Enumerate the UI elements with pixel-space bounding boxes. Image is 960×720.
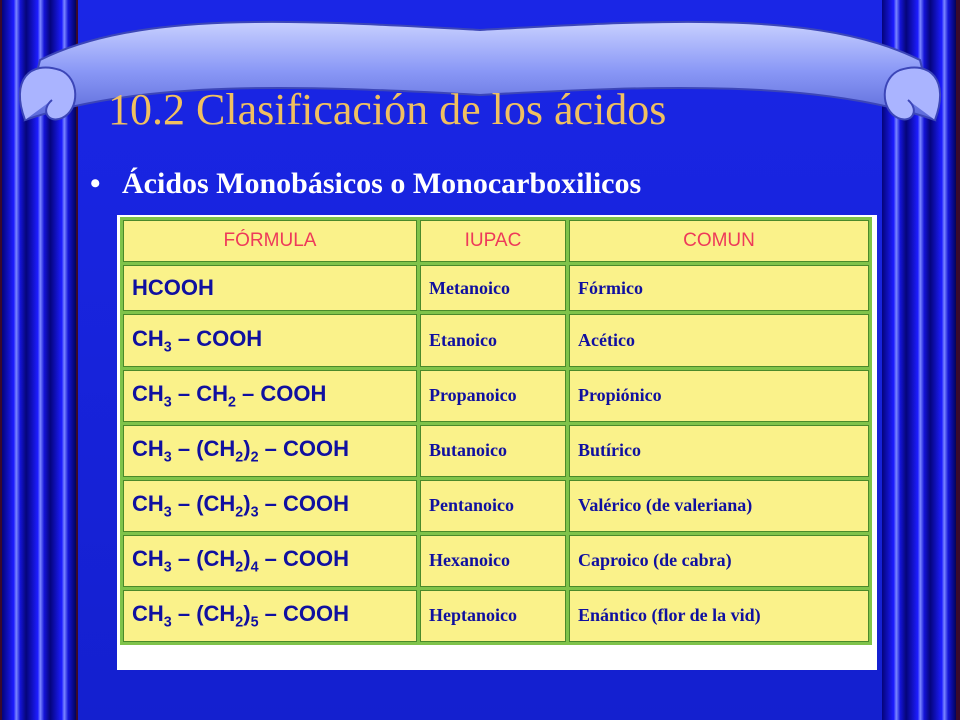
formula-text: – (CH [171, 435, 236, 461]
formula-text: CH [132, 325, 164, 351]
formula-text: – (CH [171, 601, 236, 627]
header-formula: FÓRMULA [123, 220, 417, 262]
formula-cell [123, 265, 417, 311]
formula-text: – COOH [258, 435, 349, 461]
iupac-cell: Butanoico [420, 425, 566, 477]
formula-subscript: 3 [163, 504, 172, 521]
formula-subscript: 2 [235, 449, 244, 466]
formula-text: ) [243, 435, 251, 461]
comun-cell: Valérico (de valeriana) [569, 480, 869, 532]
iupac-cell: Metanoico [420, 265, 566, 311]
formula-text: CH [132, 601, 164, 627]
header-comun: COMUN [569, 220, 869, 262]
formula-subscript: 2 [235, 504, 244, 521]
formula-text: – COOH [258, 601, 349, 627]
formula-subscript: 2 [227, 394, 236, 411]
formula-text: – (CH [171, 491, 236, 517]
formula-text: – COOH [258, 546, 349, 572]
formula-cell [123, 535, 417, 587]
formula-subscript: 2 [235, 614, 244, 631]
formula-text: CH [132, 435, 164, 461]
formula-cell [123, 314, 417, 366]
formula-text: ) [243, 491, 251, 517]
iupac-cell: Etanoico [420, 314, 566, 366]
header-iupac: IUPAC [420, 220, 566, 262]
formula-text: – COOH [171, 325, 263, 351]
formula-text: – CH [171, 380, 228, 406]
formula-subscript: 3 [163, 394, 172, 411]
formula-subscript: 3 [163, 614, 172, 631]
comun-cell: Enántico (flor de la vid) [569, 590, 869, 642]
table-row [123, 314, 869, 366]
comun-cell: Caproico (de cabra) [569, 535, 869, 587]
formula-subscript: 5 [250, 614, 259, 631]
table-row [123, 590, 869, 642]
formula-subscript: 2 [250, 449, 259, 466]
formula-subscript: 3 [250, 504, 259, 521]
table-row [123, 370, 869, 422]
comun-cell: Butírico [569, 425, 869, 477]
acids-table [120, 217, 872, 645]
formula-subscript: 3 [163, 559, 172, 576]
table-row [123, 265, 869, 311]
formula-subscript: 3 [163, 449, 172, 466]
formula-text: ) [243, 546, 251, 572]
formula-subscript: 4 [250, 559, 259, 576]
formula-text: ) [243, 601, 251, 627]
formula-cell [123, 425, 417, 477]
formula-text: CH [132, 380, 164, 406]
table-row [123, 480, 869, 532]
formula-cell [123, 370, 417, 422]
table-row [123, 535, 869, 587]
formula-cell [123, 480, 417, 532]
formula-text: CH [132, 491, 164, 517]
comun-cell: Acético [569, 314, 869, 366]
formula-cell [123, 590, 417, 642]
iupac-cell: Hexanoico [420, 535, 566, 587]
bullet-dot: • [90, 167, 101, 200]
slide-title: 10.2 Clasificación de los ácidos [108, 85, 667, 134]
formula-text: – (CH [171, 546, 236, 572]
formula-subscript: 2 [235, 559, 244, 576]
formula-text: HCOOH [132, 275, 214, 301]
formula-text: – COOH [258, 491, 349, 517]
bullet-item [90, 164, 641, 204]
iupac-cell: Heptanoico [420, 590, 566, 642]
iupac-cell: Propanoico [420, 370, 566, 422]
formula-text: CH [132, 546, 164, 572]
acids-table-panel [117, 215, 877, 670]
iupac-cell: Pentanoico [420, 480, 566, 532]
formula-subscript: 3 [163, 339, 172, 356]
table-header-row [123, 220, 869, 262]
comun-cell: Fórmico [569, 265, 869, 311]
bullet-text: Ácidos Monobásicos o Monocarboxilicos [122, 167, 642, 200]
table-row [123, 425, 869, 477]
comun-cell: Propiónico [569, 370, 869, 422]
formula-text: – COOH [235, 380, 327, 406]
